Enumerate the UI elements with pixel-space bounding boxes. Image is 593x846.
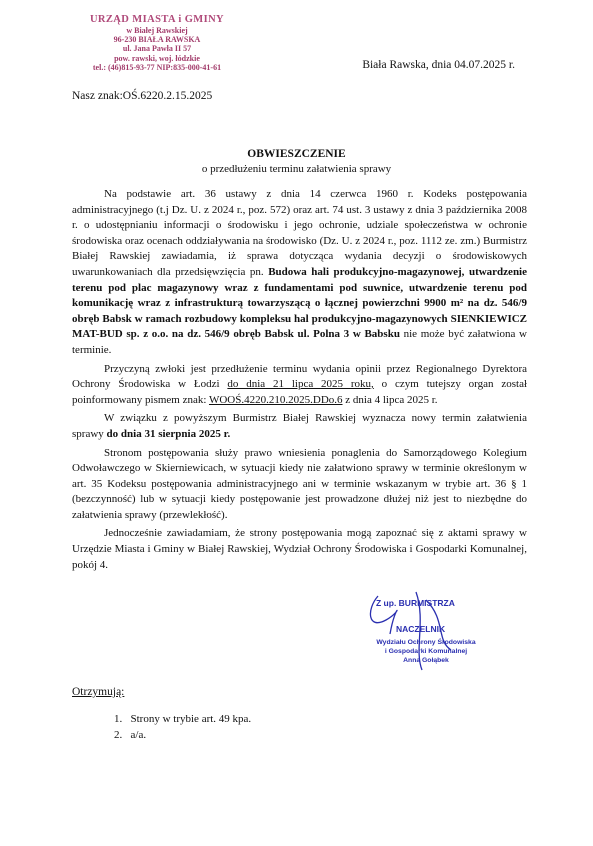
office-stamp — [72, 14, 242, 72]
para1-text: Na podstawie art. 36 ustawy z dnia 14 czerwca 1960 r. Kodeks postępowania administracyjnego (t.j Dz. U. z 2024 r., poz. 572) oraz art. 74 ust. 3 ustawy z dnia 3 października 2008 r. o udostępnianiu informacji o środowisku i jego ochronie, udziale społeczeństwa w ochronie środowiska oraz ocenach oddziaływania na środowisko (Dz. U. z 2024 r., poz. 1112 ze. zm.) Burmistrz Białej Rawskiej zawiadamia, iż sprawa dotycząca wydania decyzji o środowiskowych uwarunkowaniach dla przedsięwzięcia pn. — [72, 188, 527, 278]
list-item — [114, 711, 251, 727]
list-number: 1. — [114, 713, 123, 725]
para1-end: nie może być załatwiona w terminie. — [72, 328, 528, 356]
signature-line-4: i Gospodarki Komunalnej — [384, 648, 468, 655]
letter-reference: WOOŚ.4220.210.2025.DDo.6 — [208, 393, 343, 406]
recipients-list — [114, 711, 251, 743]
project-name: Budowa hali produkcyjno-magazynowej, utwardzenie terenu pod plac magazynowy wraz z fundamentami pod suwnice, utwardzenie terenu pod komunikację wraz z infrastrukturą towarzyszącą o łącznej powierzchni 9900 m² na dz. 546/9 obręb Babsk w ramach rozbudowy kompleksu hal produkcyjno-magazynowych SIENKIEWICZ MAT-BUD sp. z o.o. na dz. 546/9 obręb Babsk ul. Polna 3 w Babsku — [72, 265, 528, 341]
new-deadline: do dnia 31 sierpnia 2025 r. — [106, 427, 231, 440]
paragraph-1 — [72, 187, 527, 359]
document-title: OBWIESZCZENIE — [247, 148, 346, 160]
list-number: 2. — [114, 729, 123, 741]
paragraph-4: Stronom postępowania służy prawo wniesienia ponaglenia do Samorządowego Kolegium Odwoławczego w Skierniewicach, w sytuacji kiedy nie załatwiono sprawy w terminie określonym w art. 35 Kodeksu postępowania administracyjnego ani w terminie wskazanym w trybie art. 36 § 1 (bezczynność) lub w sytuacji kiedy postępowanie jest prowadzone dłużej niż jest to niezbędne do załatwienia sprawy (przewlekłość). — [72, 446, 527, 521]
paragraph-5: Jednocześnie zawiadamiam, że strony postępowania mogą zapoznać się z aktami sprawy w Urzędzie Miasta i Gminy w Białej Rawskiej, Wydział Ochrony Środowiska i Gospodarki Komunalnej, pokój 4. — [72, 527, 527, 571]
stamp-line-6: tel.: (46)815-93-77 NIP:835-000-41-61 — [92, 62, 222, 72]
para2-end: z dnia 4 lipca 2025 r. — [345, 393, 438, 406]
stamp-line-3: 96-230 BIAŁA RAWSKA — [113, 35, 201, 45]
list-text: a/a. — [130, 729, 147, 741]
paragraph-2 — [72, 362, 527, 409]
para3-text: W związku z powyższym Burmistrz Białej Rawskiej wyznacza nowy termin załatwienia sprawy — [72, 412, 527, 440]
stamp-line-2: w Białej Rawskiej — [126, 26, 188, 36]
document-subtitle: o przedłużeniu terminu załatwienia sprawy — [201, 163, 392, 175]
stamp-line-4: ul. Jana Pawła II 57 — [122, 44, 192, 54]
para2-text: Przyczyną zwłoki jest przedłużenie terminu wydania opinii przez Regionalnego Dyrektora Ochrony Środowiska w Łodzi — [72, 362, 527, 391]
list-item — [114, 727, 251, 743]
signature-line-2: NACZELNIK — [396, 624, 446, 634]
signature-line-5: Anna Gołąbek — [403, 657, 449, 664]
para2-mid: o czym tutejszy organ został poinformowany pismem znak: — [72, 378, 528, 406]
paragraph-3 — [72, 411, 527, 442]
reference-number: Nasz znak:OŚ.6220.2.15.2025 — [72, 90, 213, 102]
document-body — [72, 187, 527, 576]
stamp-line-1: URZĄD MIASTA i GMINY — [89, 14, 225, 25]
signature-details — [356, 638, 496, 665]
place-date: Biała Rawska, dnia 04.07.2025 r. — [362, 59, 515, 71]
signature-line-3: Wydziału Ochrony Środowiska — [376, 639, 476, 646]
signature-line-1: Z up. BURMISTRZA — [376, 598, 455, 608]
signature-stamp — [356, 590, 496, 680]
opinion-deadline: do dnia 21 lipca 2025 roku, — [227, 378, 374, 391]
list-text: Strony w trybie art. 49 kpa. — [130, 713, 252, 725]
recipients-label: Otrzymują: — [72, 686, 125, 698]
stamp-line-5: pow. rawski, woj. łódzkie — [114, 53, 200, 63]
